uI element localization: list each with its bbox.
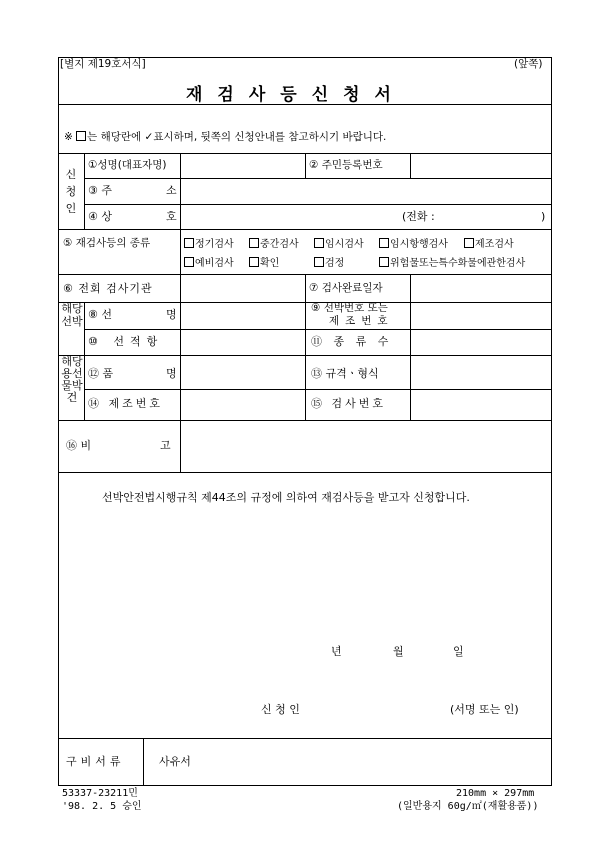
- checkbox-icon[interactable]: [184, 257, 194, 267]
- documents-label: 구비서류: [66, 755, 125, 768]
- date-day: 일: [453, 645, 464, 658]
- type-option-label: 위험물또는특수화물에관한검사: [390, 258, 526, 269]
- type-option-label: 정기검사: [195, 239, 234, 250]
- paper-size: 210mm × 297mm: [456, 788, 535, 799]
- item-label-end: 명: [166, 367, 177, 380]
- remarks-label: ⑯ 비: [66, 439, 92, 452]
- kind-label: ⑪ 종 류 수: [311, 335, 393, 348]
- applicant-group-label: 신청인: [65, 168, 77, 215]
- divider: [58, 104, 552, 105]
- notice-text: 는 해당란에: [87, 131, 145, 143]
- divider: [84, 178, 552, 179]
- type-option[interactable]: [464, 238, 514, 250]
- divider: [305, 153, 306, 178]
- type-option-label: 확인: [260, 258, 280, 269]
- reg-no-label: ② 주민등록번호: [309, 159, 383, 171]
- ship-no-label: ⑨ 선박번호 또는: [311, 302, 388, 314]
- date-year: 년: [331, 645, 342, 658]
- divider: [410, 274, 411, 420]
- item-label: ⑫ 품: [88, 367, 114, 380]
- divider: [84, 153, 85, 229]
- ship-group-label: 해당선박: [61, 302, 83, 328]
- divider: [58, 738, 552, 739]
- notice-tail: 표시하며, 뒷쪽의 신청안내를 참고하시기 바랍니다.: [153, 131, 387, 143]
- page-side-label: (앞쪽): [514, 58, 543, 70]
- spec-label: ⑬ 규격ㆍ형식: [311, 367, 379, 380]
- ship-name-label-end: 명: [166, 308, 177, 321]
- applicant-sign-label: 신 청 인: [261, 703, 300, 716]
- remarks-label-end: 고: [160, 439, 171, 452]
- ship-no-label-2: 제조번호: [329, 315, 394, 327]
- type-option[interactable]: [184, 238, 234, 250]
- type-option-label: 검정: [325, 258, 345, 269]
- divider: [143, 738, 144, 786]
- checkbox-icon[interactable]: [379, 257, 389, 267]
- form-title: 재검사등신청서: [186, 85, 406, 105]
- form-code: 53337-23211민: [62, 788, 138, 799]
- checkbox-icon[interactable]: [249, 257, 259, 267]
- type-option[interactable]: [249, 257, 279, 269]
- date-month: 월: [393, 645, 404, 658]
- checkmark-icon: ✓: [144, 131, 154, 143]
- notice-prefix: ※: [64, 131, 77, 143]
- divider: [58, 229, 552, 230]
- divider: [84, 329, 552, 330]
- phone-close: ): [541, 210, 546, 223]
- type-option-label: 예비검사: [195, 258, 234, 269]
- type-option[interactable]: [184, 257, 234, 269]
- checkbox-icon[interactable]: [464, 238, 474, 248]
- divider: [84, 389, 552, 390]
- paper-spec: (일반용지 60g/㎡(재활용품)): [397, 801, 539, 812]
- divider: [84, 204, 552, 205]
- checkbox-icon[interactable]: [249, 238, 259, 248]
- insp-no-label: ⑮ 검사번호: [311, 397, 387, 410]
- type-option-label: 임시검사: [325, 239, 364, 250]
- form-number: [별지 제19호서식]: [60, 58, 146, 70]
- divider: [180, 229, 181, 274]
- notice-line: [64, 131, 386, 143]
- address-label-end: 소: [166, 184, 177, 197]
- checkbox-icon[interactable]: [184, 238, 194, 248]
- type-option-label: 제조검사: [475, 239, 514, 250]
- checkbox-icon[interactable]: [314, 238, 324, 248]
- checkbox-icon[interactable]: [379, 238, 389, 248]
- done-date-label: ⑦ 검사완료일자: [309, 282, 383, 294]
- type-option[interactable]: [314, 238, 364, 250]
- type-option-label: 임시항행검사: [390, 239, 448, 250]
- ship-name-label: ⑧ 선: [88, 308, 112, 321]
- divider: [180, 274, 181, 472]
- name-label: ①성명(대표자명): [88, 159, 167, 171]
- types-label: ⑤ 재검사등의 종류: [63, 237, 151, 249]
- mfg-no-label: ⑭ 제조번호: [88, 397, 164, 410]
- divider: [180, 153, 181, 229]
- prev-agency-label: ⑥ 전회 검사기관: [63, 282, 153, 295]
- divider: [58, 420, 552, 421]
- type-option-label: 중간검사: [260, 239, 299, 250]
- address-label: ③ 주: [88, 184, 112, 197]
- type-option[interactable]: [314, 257, 344, 269]
- phone-label: (전화 :: [402, 210, 435, 223]
- signature-label: (서명 또는 인): [450, 703, 519, 716]
- port-label: ⑩ 선적항: [88, 335, 164, 348]
- type-option[interactable]: [249, 238, 299, 250]
- divider: [305, 274, 306, 420]
- approval-date: '98. 2. 5 승인: [62, 801, 142, 812]
- checkbox-icon[interactable]: [314, 257, 324, 267]
- company-label: ④ 상: [88, 210, 112, 223]
- divider: [58, 472, 552, 473]
- declaration-statement: 선박안전법시행규칙 제44조의 규정에 의하여 재검사등을 받고자 신청합니다.: [102, 491, 470, 504]
- divider: [84, 302, 85, 420]
- goods-group-label: 해당용선물박건: [61, 355, 83, 404]
- checkbox-icon: [76, 131, 86, 141]
- company-label-end: 호: [166, 210, 177, 223]
- type-option[interactable]: [379, 238, 448, 250]
- divider: [410, 153, 411, 178]
- type-option[interactable]: [379, 257, 525, 269]
- documents-value: 사유서: [159, 755, 191, 768]
